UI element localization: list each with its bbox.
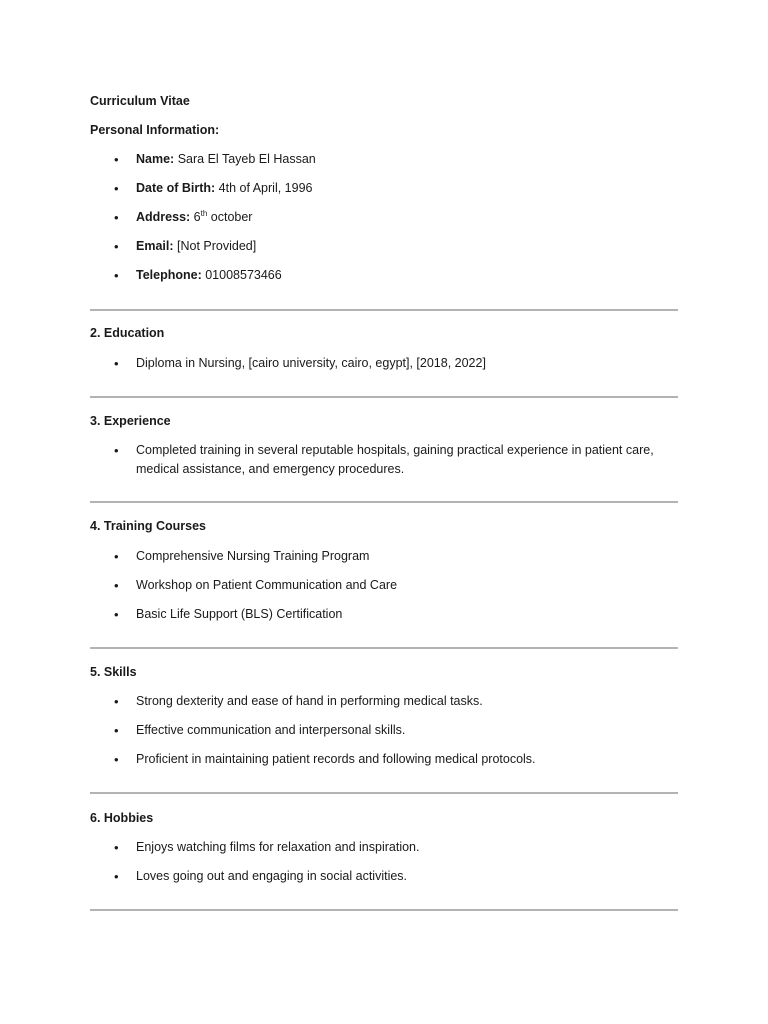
bullet-icon: • bbox=[114, 181, 119, 196]
section-divider bbox=[90, 309, 678, 311]
email-value: [Not Provided] bbox=[177, 239, 257, 253]
bullet-icon: • bbox=[114, 723, 119, 738]
bullet-text bbox=[136, 150, 676, 169]
dob-label: Date of Birth: bbox=[136, 181, 216, 195]
hobby-item: Enjoys watching films for relaxation and inspiration. bbox=[136, 840, 420, 854]
skill-item: Proficient in maintaining patient records and following medical protocols. bbox=[136, 752, 536, 766]
bullet-icon: • bbox=[114, 694, 119, 709]
bullet-icon: • bbox=[114, 752, 119, 767]
section-divider bbox=[90, 909, 678, 911]
bullet-icon: • bbox=[114, 549, 119, 564]
skill-item: Effective communication and interpersonal skills. bbox=[136, 723, 406, 737]
name-value: Sara El Tayeb El Hassan bbox=[177, 152, 316, 166]
bullet-text bbox=[136, 237, 676, 256]
phone-label: Telephone: bbox=[136, 268, 202, 282]
address-number: 6 bbox=[193, 210, 201, 224]
education-item: Diploma in Nursing, [cairo university, cairo, egypt], [2018, 2022] bbox=[136, 356, 486, 370]
bullet-icon: • bbox=[114, 443, 119, 458]
section-divider bbox=[90, 396, 678, 398]
bullet-text bbox=[136, 208, 676, 227]
skill-item: Strong dexterity and ease of hand in performing medical tasks. bbox=[136, 694, 483, 708]
document-title: Curriculum Vitae bbox=[90, 94, 190, 108]
section-divider bbox=[90, 501, 678, 503]
bullet-icon: • bbox=[114, 356, 119, 371]
dob-value: 4th of April, 1996 bbox=[218, 181, 313, 195]
hobby-item: Loves going out and engaging in social activities. bbox=[136, 869, 408, 883]
email-label: Email: bbox=[136, 239, 174, 253]
hobbies-heading: 6. Hobbies bbox=[90, 811, 154, 825]
experience-item: Completed training in several reputable hospitals, gaining practical experience in patient care, medical assistance, and emergency procedures. bbox=[136, 443, 654, 476]
section-divider bbox=[90, 792, 678, 794]
bullet-text bbox=[136, 179, 676, 198]
skills-heading: 5. Skills bbox=[90, 665, 137, 679]
address-value: october bbox=[210, 210, 253, 224]
address-ordinal-suffix: th bbox=[200, 208, 208, 218]
bullet-icon: • bbox=[114, 840, 119, 855]
personal-info-heading: Personal Information: bbox=[90, 123, 220, 137]
phone-value: 01008573466 bbox=[205, 268, 282, 282]
name-label: Name: bbox=[136, 152, 175, 166]
bullet-icon: • bbox=[114, 869, 119, 884]
bullet-icon: • bbox=[114, 578, 119, 593]
bullet-icon: • bbox=[114, 239, 119, 254]
training-item: Workshop on Patient Communication and Care bbox=[136, 578, 398, 592]
address-label: Address: bbox=[136, 210, 191, 224]
training-item: Comprehensive Nursing Training Program bbox=[136, 549, 370, 563]
education-heading: 2. Education bbox=[90, 326, 165, 340]
bullet-icon: • bbox=[114, 607, 119, 622]
training-item: Basic Life Support (BLS) Certification bbox=[136, 607, 343, 621]
bullet-icon: • bbox=[114, 268, 119, 283]
section-divider bbox=[90, 647, 678, 649]
bullet-text bbox=[136, 266, 676, 285]
training-heading: 4. Training Courses bbox=[90, 519, 207, 533]
bullet-icon: • bbox=[114, 152, 119, 167]
experience-heading: 3. Experience bbox=[90, 414, 171, 428]
bullet-icon: • bbox=[114, 210, 119, 225]
